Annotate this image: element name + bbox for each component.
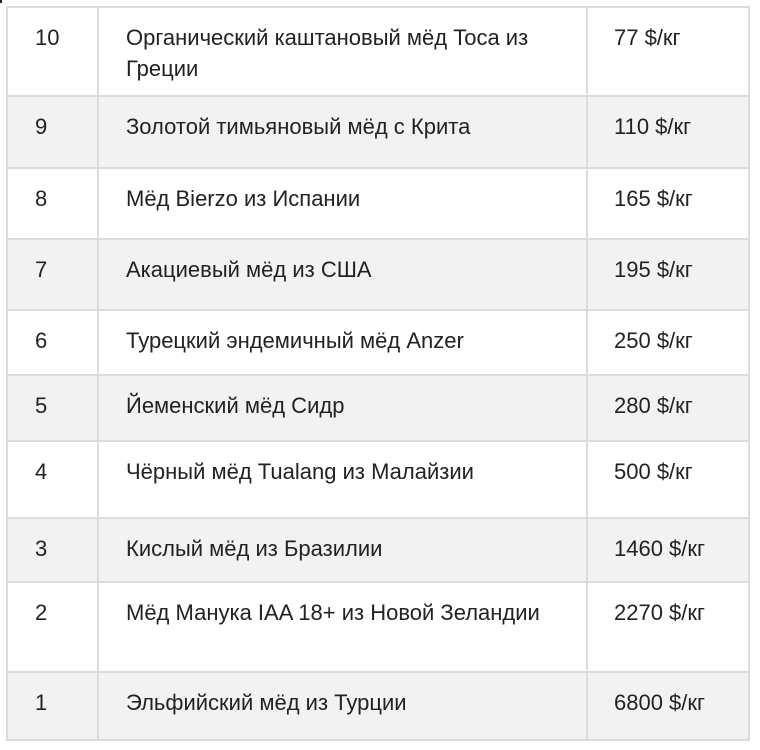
price-cell: 500 $/кг <box>587 441 749 518</box>
honey-name-cell: Органический каштановый мёд Toca из Греции <box>98 7 587 96</box>
price-cell: 250 $/кг <box>587 310 749 375</box>
price-cell: 2270 $/кг <box>587 582 749 672</box>
price-cell: 6800 $/кг <box>587 672 749 740</box>
price-cell: 77 $/кг <box>587 7 749 96</box>
table-row <box>7 518 749 582</box>
honey-name-cell: Золотой тимьяновый мёд с Крита <box>98 96 587 168</box>
rank-cell: 10 <box>7 7 98 96</box>
price-cell: 110 $/кг <box>587 96 749 168</box>
honey-name-cell: Турецкий эндемичный мёд Anzer <box>98 310 587 375</box>
honey-name-cell: Чёрный мёд Tualang из Малайзии <box>98 441 587 518</box>
table-row <box>7 582 749 672</box>
table-row <box>7 96 749 168</box>
price-cell: 1460 $/кг <box>587 518 749 582</box>
corner-artifact <box>0 0 2 3</box>
price-cell: 165 $/кг <box>587 168 749 239</box>
table-row <box>7 441 749 518</box>
price-cell: 280 $/кг <box>587 375 749 441</box>
rank-cell: 2 <box>7 582 98 672</box>
honey-name-cell: Эльфийский мёд из Турции <box>98 672 587 740</box>
table-row <box>7 168 749 239</box>
rank-cell: 5 <box>7 375 98 441</box>
honey-price-table <box>6 6 750 741</box>
table-row <box>7 672 749 740</box>
rank-cell: 9 <box>7 96 98 168</box>
honey-name-cell: Мёд Манука IAA 18+ из Новой Зеландии <box>98 582 587 672</box>
table-row <box>7 7 749 96</box>
honey-name-cell: Акациевый мёд из США <box>98 239 587 310</box>
price-cell: 195 $/кг <box>587 239 749 310</box>
honey-name-cell: Йеменский мёд Сидр <box>98 375 587 441</box>
table-row <box>7 375 749 441</box>
rank-cell: 6 <box>7 310 98 375</box>
honey-name-cell: Кислый мёд из Бразилии <box>98 518 587 582</box>
rank-cell: 1 <box>7 672 98 740</box>
rank-cell: 8 <box>7 168 98 239</box>
table-row <box>7 239 749 310</box>
rank-cell: 3 <box>7 518 98 582</box>
honey-name-cell: Мёд Bierzo из Испании <box>98 168 587 239</box>
rank-cell: 7 <box>7 239 98 310</box>
rank-cell: 4 <box>7 441 98 518</box>
table-row <box>7 310 749 375</box>
